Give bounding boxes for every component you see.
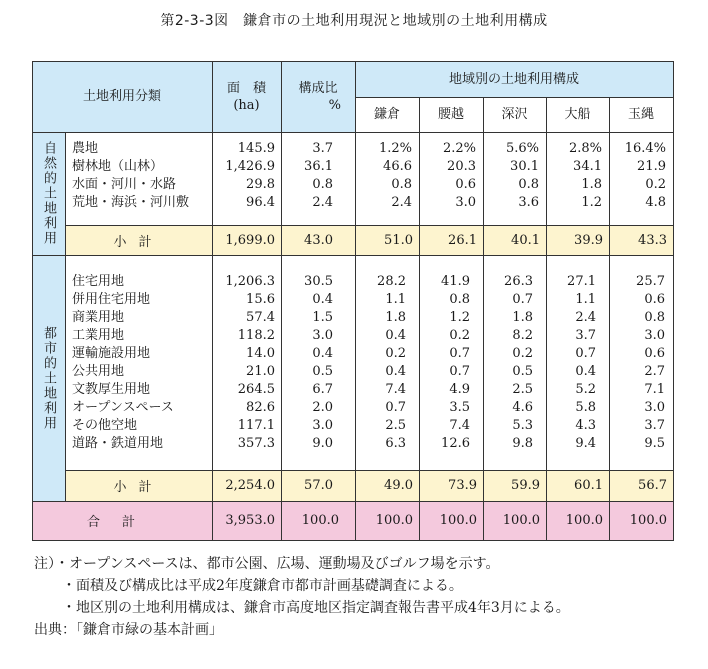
natural-side-label-cell [32, 132, 65, 255]
urban-subtotal-label: 小計 [113, 480, 164, 495]
region-value: 20.3 [447, 159, 476, 174]
row-name: 樹林地（山林） [72, 159, 164, 174]
grand-total-ratio: 100.0 [301, 513, 339, 528]
region-value: 3.0 [644, 400, 665, 415]
area-value: 29.8 [246, 177, 275, 192]
region-value: 1.8 [512, 310, 533, 325]
ratio-value: 3.0 [312, 328, 333, 343]
region-header-fukasawa: 深沢 [501, 107, 528, 122]
row-name: 併用住宅用地 [72, 292, 151, 307]
urban-side-label-cell [32, 255, 65, 501]
area-value: 21.0 [246, 364, 275, 379]
region-value: 1.2 [581, 195, 602, 210]
region-value: 2.2% [442, 141, 476, 156]
table-border-right [673, 61, 674, 540]
urban-ratio-col [281, 273, 333, 453]
region-header-ofuna: 大船 [564, 107, 591, 122]
urban-area-col [212, 273, 275, 453]
row-name: 工業用地 [72, 328, 125, 343]
table-border-left [32, 61, 33, 540]
figure-title: 第2-3-3図 鎌倉市の土地利用現況と地域別の土地利用構成 [160, 13, 548, 29]
row-name: 公共用地 [72, 364, 125, 379]
region-value: 0.4 [385, 364, 406, 379]
ratio-value: 3.0 [312, 418, 333, 433]
region-header-koshigoe: 腰越 [437, 107, 464, 122]
region-value: 8.2 [512, 328, 533, 343]
region-value: 30.1 [510, 159, 539, 174]
urban-subtotal-tamanawa: 56.7 [638, 478, 667, 493]
area-header-unit: (ha) [233, 97, 260, 113]
section-divider-line [32, 255, 673, 256]
natural-side-label: 自然的土地利用 [41, 141, 56, 246]
region-header-kamakura: 鎌倉 [373, 107, 400, 122]
region-value: 0.5 [512, 364, 533, 379]
ratio-value: 0.5 [312, 364, 333, 379]
natural-subtotal-kamakura: 51.0 [384, 232, 413, 248]
category-header: 土地利用分類 [82, 89, 161, 104]
area-value: 117.1 [237, 418, 275, 433]
region-value: 21.9 [637, 159, 666, 174]
note-line: 注）・オープンスペースは、都市公園、広場、運動場及びゴルフ場を示す。 [34, 556, 500, 572]
urban-subtotal-area: 2,254.0 [225, 478, 275, 493]
ratio-value: 6.7 [312, 382, 333, 397]
regional-header: 地域別の土地利用構成 [448, 71, 579, 87]
region-value: 34.1 [573, 159, 602, 174]
natural-subtotal-ofuna: 39.9 [574, 232, 603, 248]
urban-row-names [72, 273, 174, 453]
region-value: 3.6 [518, 195, 539, 210]
source-line: 出典：「鎌倉市緑の基本計画」 [34, 622, 223, 638]
ratio-header-unit: % [328, 97, 341, 113]
grand-total-label: 合計 [86, 515, 157, 530]
natural-row-names [72, 140, 189, 212]
natural-subtotal-area: 1,699.0 [225, 232, 275, 248]
note-line: ・面積及び構成比は平成2年度鎌倉市都市計画基礎調査による。 [34, 578, 463, 594]
region-value: 26.3 [504, 274, 533, 289]
natural-area-col [212, 140, 275, 212]
area-value: 118.2 [237, 328, 275, 343]
region-value: 5.3 [512, 418, 533, 433]
area-col-divider [212, 61, 213, 540]
region-value: 5.8 [575, 400, 596, 415]
region-value: 46.6 [383, 159, 412, 174]
region-value: 0.2 [385, 346, 406, 361]
ratio-value: 1.5 [312, 310, 333, 325]
ratio-value: 0.4 [312, 292, 333, 307]
region-header-divider [355, 97, 673, 98]
region-value: 0.6 [644, 346, 665, 361]
region-value: 0.2 [449, 328, 470, 343]
area-value: 15.6 [246, 292, 275, 307]
region-value: 4.9 [449, 382, 470, 397]
region-value: 6.3 [385, 436, 406, 451]
region-value: 12.6 [441, 436, 470, 451]
region-value: 7.4 [449, 418, 470, 433]
region-value: 0.2 [512, 346, 533, 361]
region-value: 0.7 [449, 346, 470, 361]
header-bottom-line [32, 132, 673, 133]
area-header-label: 面 積 [226, 80, 266, 96]
natural-subtotal-label: 小計 [113, 234, 164, 250]
table-border-bottom [32, 540, 674, 541]
area-value: 357.3 [237, 436, 275, 451]
region-value: 0.7 [385, 400, 406, 415]
region-divider-4 [609, 97, 610, 540]
region-value: 9.5 [644, 436, 665, 451]
regional-col-divider [355, 61, 356, 540]
region-value: 2.7 [644, 364, 665, 379]
region-value: 25.7 [636, 274, 665, 289]
natural-tamanawa-col [609, 140, 666, 212]
region-value: 27.1 [567, 274, 596, 289]
region-divider-2 [483, 97, 484, 540]
region-value: 7.1 [644, 382, 665, 397]
area-value: 1,206.3 [225, 274, 275, 289]
grand-total-ofuna: 100.0 [565, 513, 603, 528]
natural-subtotal-ratio: 43.0 [304, 232, 333, 248]
ratio-header [281, 61, 355, 132]
area-header [212, 61, 281, 132]
ratio-header-label: 構成比 [298, 80, 338, 96]
region-value: 1.8 [581, 177, 602, 192]
region-value: 2.5 [385, 418, 406, 433]
region-value: 3.0 [455, 195, 476, 210]
row-name: 荒地・海浜・河川敷 [72, 195, 190, 210]
ratio-value: 9.0 [312, 436, 333, 451]
grand-total-fukasawa: 100.0 [502, 513, 540, 528]
urban-kamakura-col [355, 273, 406, 453]
grand-total-tamanawa: 100.0 [629, 513, 667, 528]
urban-fukasawa-col [483, 273, 533, 453]
note-line: ・地区別の土地利用構成は、鎌倉市高度地区指定調査報告書平成4年3月による。 [34, 600, 570, 616]
region-value: 1.2% [378, 141, 412, 156]
urban-tamanawa-col [609, 273, 665, 453]
natural-subtotal-koshigoe: 26.1 [448, 232, 477, 248]
area-value: 145.9 [237, 141, 275, 156]
ratio-value: 3.7 [312, 141, 333, 156]
region-value: 0.8 [644, 310, 665, 325]
row-name: 住宅用地 [72, 274, 125, 289]
natural-subtotal-fukasawa: 40.1 [511, 232, 540, 248]
grand-total-top-line [32, 501, 673, 502]
urban-koshigoe-col [419, 273, 470, 453]
natural-ratio-col [281, 140, 333, 212]
row-name: 商業用地 [72, 310, 125, 325]
region-value: 3.5 [449, 400, 470, 415]
area-value: 57.4 [246, 310, 275, 325]
region-value: 4.6 [512, 400, 533, 415]
region-value: 0.7 [449, 364, 470, 379]
natural-subtotal-top-line [65, 225, 673, 226]
region-value: 0.8 [449, 292, 470, 307]
urban-subtotal-ratio: 57.0 [304, 478, 333, 493]
area-value: 96.4 [246, 195, 275, 210]
region-value: 3.0 [644, 328, 665, 343]
urban-subtotal-top-line [65, 470, 673, 471]
table-border-top [32, 61, 673, 62]
land-use-table [32, 61, 673, 540]
region-value: 0.2 [645, 177, 666, 192]
row-name: その他空地 [72, 418, 138, 433]
area-value: 82.6 [246, 400, 275, 415]
urban-subtotal-koshigoe: 73.9 [448, 478, 477, 493]
natural-kamakura-col [355, 140, 412, 212]
region-value: 0.7 [575, 346, 596, 361]
region-value: 28.2 [377, 274, 406, 289]
ratio-value: 0.8 [312, 177, 333, 192]
region-value: 41.9 [441, 274, 470, 289]
ratio-value: 0.4 [312, 346, 333, 361]
row-name: 文教厚生用地 [72, 382, 151, 397]
region-value: 1.2 [449, 310, 470, 325]
ratio-value: 36.1 [304, 159, 333, 174]
region-value: 1.8 [385, 310, 406, 325]
row-name: 道路・鉄道用地 [72, 436, 164, 451]
ratio-col-divider [281, 61, 282, 540]
region-value: 3.7 [644, 418, 665, 433]
region-value: 4.3 [575, 418, 596, 433]
ratio-value: 2.4 [312, 195, 333, 210]
region-value: 2.5 [512, 382, 533, 397]
region-value: 5.6% [505, 141, 539, 156]
region-value: 0.7 [512, 292, 533, 307]
ratio-value: 2.0 [312, 400, 333, 415]
row-name: オープンスペース [72, 400, 174, 415]
region-value: 0.8 [391, 177, 412, 192]
natural-fukasawa-col [483, 140, 539, 212]
area-value: 14.0 [246, 346, 275, 361]
urban-subtotal-ofuna: 60.1 [574, 478, 603, 493]
region-value: 0.4 [575, 364, 596, 379]
natural-subtotal-tamanawa: 43.3 [638, 232, 667, 248]
region-value: 4.8 [645, 195, 666, 210]
area-value: 1,426.9 [225, 159, 275, 174]
grand-total-kamakura: 100.0 [375, 513, 413, 528]
region-value: 1.1 [385, 292, 406, 307]
region-value: 9.4 [575, 436, 596, 451]
grand-total-area: 3,953.0 [225, 513, 275, 528]
urban-subtotal-kamakura: 49.0 [384, 478, 413, 493]
region-value: 0.6 [644, 292, 665, 307]
region-value: 2.8% [568, 141, 602, 156]
region-value: 0.8 [518, 177, 539, 192]
region-value: 3.7 [575, 328, 596, 343]
region-value: 1.1 [575, 292, 596, 307]
area-value: 264.5 [237, 382, 275, 397]
urban-subtotal-fukasawa: 59.9 [511, 478, 540, 493]
row-name: 農地 [72, 141, 99, 156]
natural-ofuna-col [546, 140, 602, 212]
row-name: 運輸施設用地 [72, 346, 151, 361]
grand-total-koshigoe: 100.0 [439, 513, 477, 528]
region-value: 9.8 [512, 436, 533, 451]
region-value: 0.6 [455, 177, 476, 192]
ratio-value: 30.5 [304, 274, 333, 289]
urban-ofuna-col [546, 273, 596, 453]
region-value: 7.4 [385, 382, 406, 397]
region-value: 5.2 [575, 382, 596, 397]
region-value: 0.4 [385, 328, 406, 343]
region-header-tamanawa: 玉縄 [627, 107, 654, 122]
row-name: 水面・河川・水路 [72, 177, 177, 192]
urban-side-label: 都市的土地利用 [41, 325, 56, 431]
region-divider-3 [546, 97, 547, 540]
region-value: 2.4 [575, 310, 596, 325]
region-value: 2.4 [391, 195, 412, 210]
natural-koshigoe-col [419, 140, 476, 212]
side-label-divider [65, 132, 66, 501]
region-value: 16.4% [624, 141, 666, 156]
footnotes [34, 553, 694, 641]
region-divider-1 [419, 97, 420, 540]
